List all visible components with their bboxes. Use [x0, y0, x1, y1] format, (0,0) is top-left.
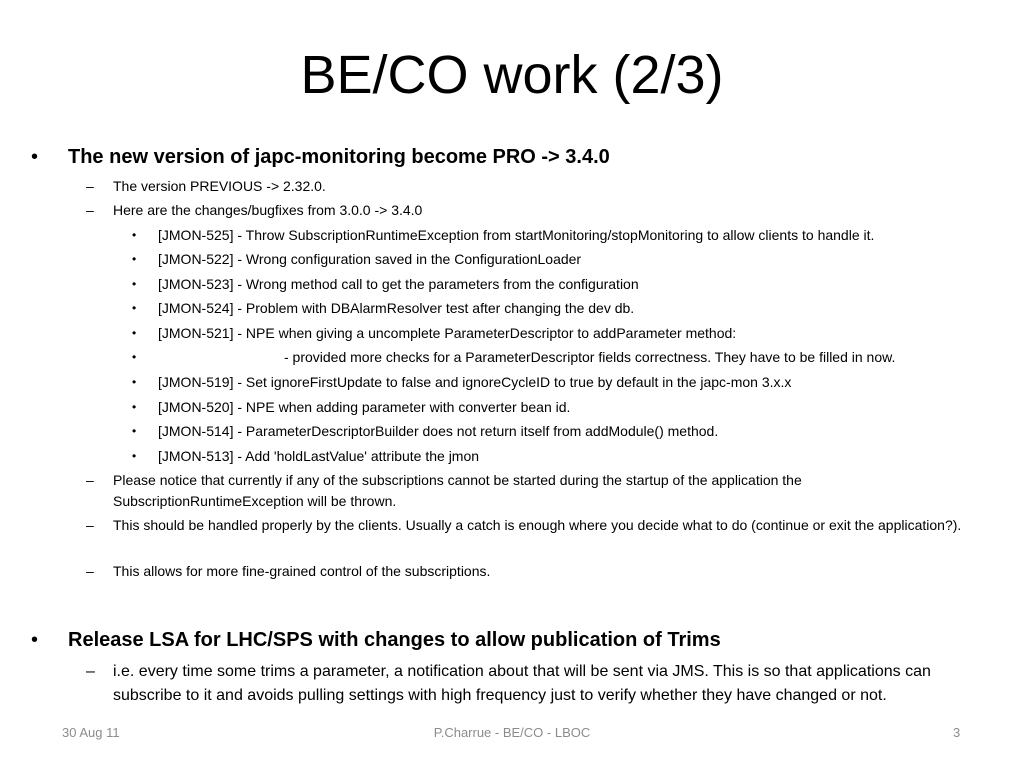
- bullet-marker: •: [132, 326, 137, 340]
- dash-marker: –: [86, 663, 95, 680]
- change-item: [132, 397, 570, 417]
- sub-bullet-previous-version: [86, 176, 983, 197]
- change-item: [132, 323, 736, 343]
- sub-bullet-text: i.e. every time some trims a parameter, a notification about that will be sent via JMS. This is so that applications can subscribe to it and avoids pulling settings with high frequency just to verify whether they have changed or not.: [113, 663, 931, 704]
- footer-page-number: 3: [953, 725, 961, 740]
- bullet-heading-text: Release LSA for LHC/SPS with changes to allow publication of Trims: [68, 629, 721, 651]
- change-item-text: [JMON-514] - ParameterDescriptorBuilder does not return itself from addModule() method.: [158, 423, 719, 439]
- sub-bullet-text: The version PREVIOUS -> 2.32.0.: [113, 178, 326, 194]
- sub-bullet-changes: [86, 200, 983, 221]
- bullet-marker: •: [132, 228, 137, 242]
- change-item-text: [JMON-523] - Wrong method call to get the parameters from the configuration: [158, 276, 639, 292]
- bullet-marker: •: [132, 252, 137, 266]
- dash-marker: –: [86, 202, 94, 218]
- bullet-marker: •: [31, 146, 39, 168]
- sub-bullet-handled: [86, 515, 983, 536]
- change-item-text: [JMON-522] - Wrong configuration saved in the ConfigurationLoader: [158, 251, 582, 267]
- slide-title: BE/CO work (2/3): [300, 45, 724, 105]
- dash-marker: –: [86, 472, 94, 488]
- footer-date: 30 Aug 11: [62, 725, 120, 740]
- bullet-heading-text: The new version of japc-monitoring become PRO -> 3.4.0: [68, 146, 610, 168]
- change-item-text: [JMON-520] - NPE when adding parameter with converter bean id.: [158, 399, 571, 415]
- change-item-text: - provided more checks for a ParameterDescriptor fields correctness. They have to be filled in now.: [284, 349, 896, 365]
- dash-marker: –: [86, 517, 94, 533]
- change-item: [132, 225, 874, 245]
- bullet-marker: •: [132, 400, 137, 414]
- sub-bullet-notice: [86, 470, 983, 512]
- dash-marker: –: [86, 563, 94, 579]
- change-item: [132, 347, 895, 367]
- change-item: [132, 249, 581, 269]
- bullet-japc-monitoring: [31, 145, 610, 169]
- bullet-marker: •: [132, 350, 137, 364]
- change-item-text: [JMON-525] - Throw SubscriptionRuntimeException from startMonitoring/stopMonitoring to allow clients to handle it.: [158, 227, 875, 243]
- change-item-text: [JMON-524] - Problem with DBAlarmResolver test after changing the dev db.: [158, 300, 635, 316]
- sub-bullet-text: This allows for more fine-grained control of the subscriptions.: [113, 563, 491, 579]
- change-item: [132, 446, 479, 466]
- change-item: [132, 298, 634, 318]
- sub-bullet-trims-detail: [86, 660, 983, 708]
- sub-bullet-text: Here are the changes/bugfixes from 3.0.0 -> 3.4.0: [113, 202, 423, 218]
- change-item: [132, 372, 791, 392]
- bullet-marker: •: [132, 375, 137, 389]
- bullet-marker: •: [132, 424, 137, 438]
- footer-author: P.Charrue - BE/CO - LBOC: [433, 725, 591, 740]
- dash-marker: –: [86, 178, 94, 194]
- sub-bullet-text: This should be handled properly by the clients. Usually a catch is enough where you decide what to do (continue or exit the application?).: [113, 517, 962, 533]
- bullet-release-lsa: [31, 628, 721, 652]
- bullet-marker: •: [132, 277, 137, 291]
- bullet-marker: •: [132, 301, 137, 315]
- sub-bullet-text: Please notice that currently if any of the subscriptions cannot be started during the startup of the application the SubscriptionRuntimeException will be thrown.: [113, 472, 802, 509]
- bullet-marker: •: [31, 629, 39, 651]
- change-item: [132, 421, 718, 441]
- sub-bullet-control: [86, 561, 983, 582]
- bullet-marker: •: [132, 449, 137, 463]
- change-item-text: [JMON-513] - Add 'holdLastValue' attribute the jmon: [158, 448, 480, 464]
- change-item: [132, 274, 639, 294]
- change-item-text: [JMON-521] - NPE when giving a uncomplete ParameterDescriptor to addParameter method:: [158, 325, 737, 341]
- change-item-text: [JMON-519] - Set ignoreFirstUpdate to false and ignoreCycleID to true by default in the japc-mon 3.x.x: [158, 374, 792, 390]
